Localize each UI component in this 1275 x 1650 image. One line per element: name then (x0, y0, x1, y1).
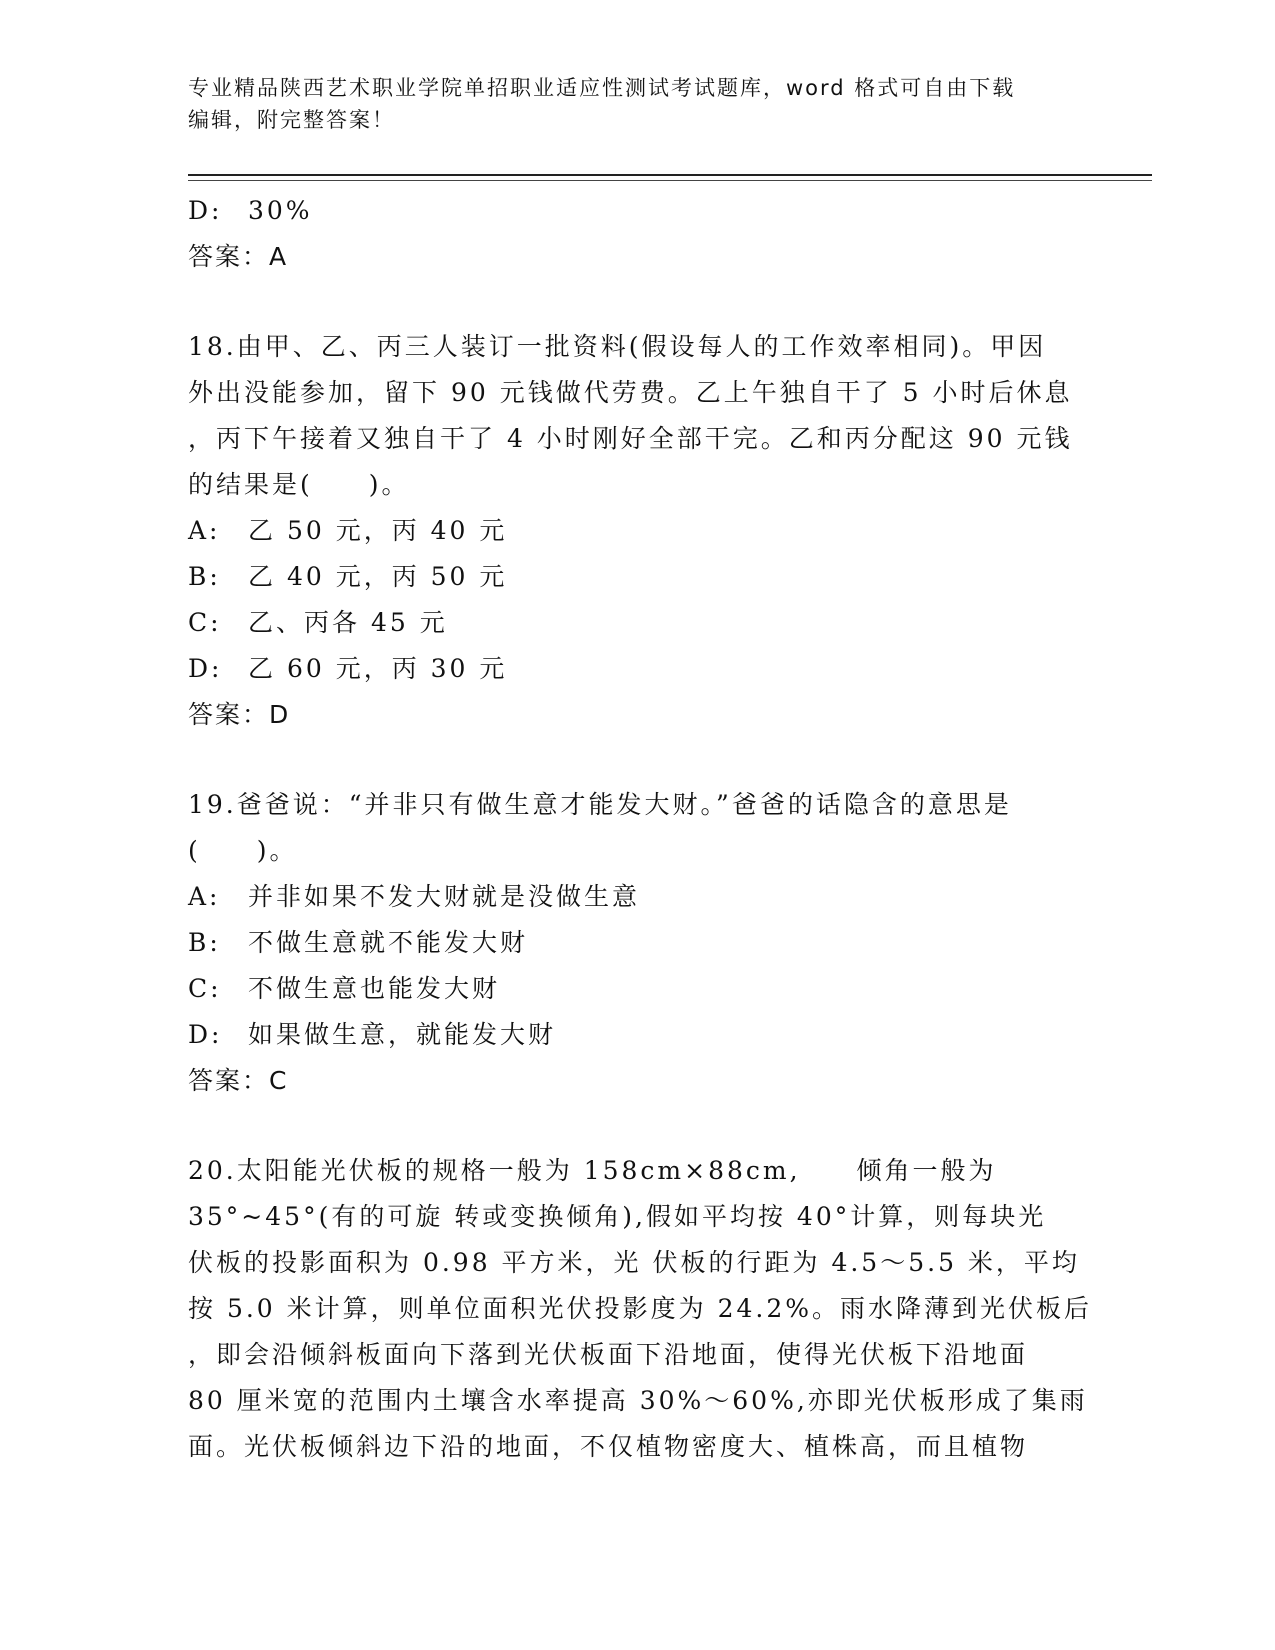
question-18 (188, 324, 1088, 738)
question-text-line: ，即会沿倾斜板面向下落到光伏板面下沿地面，使得光伏板下沿地面 (188, 1340, 1029, 1369)
spacer (188, 1104, 1088, 1148)
option-text: 乙 40 元，丙 50 元 (248, 562, 508, 591)
question-20 (188, 1148, 1093, 1470)
answer-line: 答案：A (188, 242, 289, 271)
option-letter: C: (188, 974, 222, 1003)
option-text: 乙、丙各 45 元 (248, 608, 448, 637)
option-text: 不做生意也能发大财 (248, 974, 501, 1003)
question-text-line: 19.爸爸说：“并非只有做生意才能发大财。”爸爸的话隐含的意思是 (188, 790, 1012, 819)
answer-line: 答案：C (188, 1066, 289, 1095)
question-text-line: 伏板的投影面积为 0.98 平方米，光 伏板的行距为 4.5～5.5 米，平均 (188, 1248, 1080, 1277)
option-d (188, 1012, 1088, 1058)
question-text-line: 80 厘米宽的范围内土壤含水率提高 30%～60%,亦即光伏板形成了集雨 (188, 1386, 1088, 1415)
header-divider-thin (188, 180, 1152, 181)
option-text: 不做生意就不能发大财 (248, 928, 529, 957)
question-text-line: 面。光伏板倾斜边下沿的地面，不仅植物密度大、植株高，而且植物 (188, 1432, 1029, 1461)
document-body (188, 188, 1093, 1470)
previous-question-tail (188, 188, 1088, 280)
spacer (188, 280, 1088, 324)
option-letter: D: (188, 654, 223, 683)
option-letter: D: (188, 1020, 223, 1049)
question-text-line: 按 5.0 米计算，则单位面积光伏投影度为 24.2%。雨水降薄到光伏板后 (188, 1294, 1093, 1323)
option-text: 乙 60 元，丙 30 元 (248, 654, 508, 683)
option-c (188, 600, 1088, 646)
header-line-2: 编辑，附完整答案！ (188, 108, 395, 132)
option-letter: A: (188, 882, 221, 911)
option-text: 并非如果不发大财就是没做生意 (248, 882, 641, 911)
page-header (188, 72, 1068, 136)
spacer (188, 738, 1088, 782)
answer-line: 答案：D (188, 700, 291, 729)
question-text-line: 外出没能参加，留下 90 元钱做代劳费。乙上午独自干了 5 小时后休息 (188, 378, 1073, 407)
option-text: 如果做生意，就能发大财 (248, 1020, 557, 1049)
option-a (188, 508, 1088, 554)
option-letter: B: (188, 562, 221, 591)
question-text-line: 18.由甲、乙、丙三人装订一批资料(假设每人的工作效率相同)。甲因 (188, 332, 1047, 361)
question-text-line: 20.太阳能光伏板的规格一般为 158cm×88cm, 倾角一般为 (188, 1156, 997, 1185)
option-c (188, 966, 1088, 1012)
question-text-line: ，丙下午接着又独自干了 4 小时刚好全部干完。乙和丙分配这 90 元钱 (188, 424, 1073, 453)
question-text-line: 35°~45°(有的可旋 转或变换倾角),假如平均按 40°计算，则每块光 (188, 1202, 1047, 1231)
option-text: 乙 50 元，丙 40 元 (248, 516, 508, 545)
option-b (188, 920, 1088, 966)
header-divider-thick (188, 174, 1152, 176)
option-letter: D: (188, 196, 223, 225)
option-b (188, 554, 1088, 600)
option-d (188, 646, 1088, 692)
option-text: 30% (248, 196, 313, 225)
question-text-line: ( )。 (188, 836, 298, 865)
option-a (188, 874, 1088, 920)
option-d (188, 188, 1088, 234)
option-letter: B: (188, 928, 221, 957)
header-line-1: 专业精品陕西艺术职业学院单招职业适应性测试考试题库，word 格式可自由下载 (188, 76, 1016, 100)
question-19 (188, 782, 1088, 1104)
question-text-line: 的结果是( )。 (188, 470, 410, 499)
option-letter: A: (188, 516, 221, 545)
option-letter: C: (188, 608, 222, 637)
